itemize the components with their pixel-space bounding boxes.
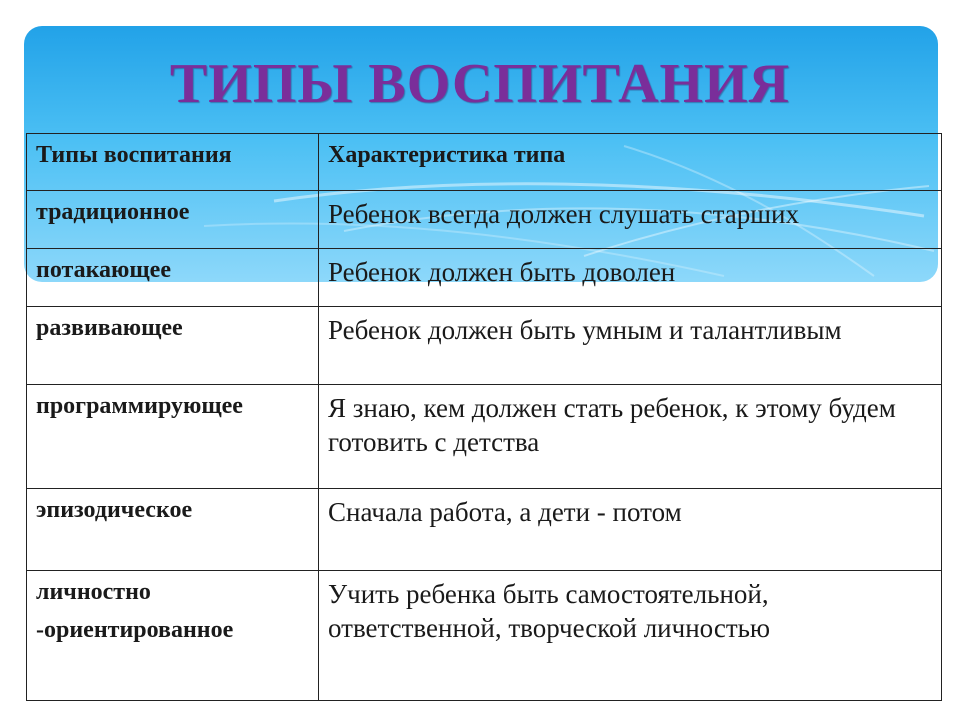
type-description: Я знаю, кем должен стать ребенок, к этому будем готовить с детства — [319, 385, 942, 489]
type-name-line1: личностно — [36, 579, 151, 605]
type-name: эпизодическое — [27, 489, 319, 571]
type-name-line2: -ориентированное — [36, 617, 234, 643]
type-description: Сначала работа, а дети - потом — [319, 489, 942, 571]
header-type: Типы воспитания — [27, 134, 319, 191]
slide-title: ТИПЫ ВОСПИТАНИЯ — [169, 53, 791, 115]
type-name — [27, 571, 319, 701]
type-description: Ребенок должен быть доволен — [319, 249, 942, 307]
type-name: потакающее — [27, 249, 319, 307]
table-header-row — [27, 134, 942, 191]
table-row — [27, 249, 942, 307]
type-name: программирующее — [27, 385, 319, 489]
table-row — [27, 571, 942, 701]
type-description: Учить ребенка быть самостоятельной, ответственной, творческой личностью — [319, 571, 942, 701]
header-description: Характеристика типа — [319, 134, 942, 191]
parenting-types-table — [26, 133, 942, 701]
table-row — [27, 489, 942, 571]
type-description: Ребенок должен быть умным и талантливым — [319, 307, 942, 385]
type-description: Ребенок всегда должен слушать старших — [319, 191, 942, 249]
table-row — [27, 307, 942, 385]
table-row — [27, 385, 942, 489]
type-name: развивающее — [27, 307, 319, 385]
table-row — [27, 191, 942, 249]
type-name: традиционное — [27, 191, 319, 249]
